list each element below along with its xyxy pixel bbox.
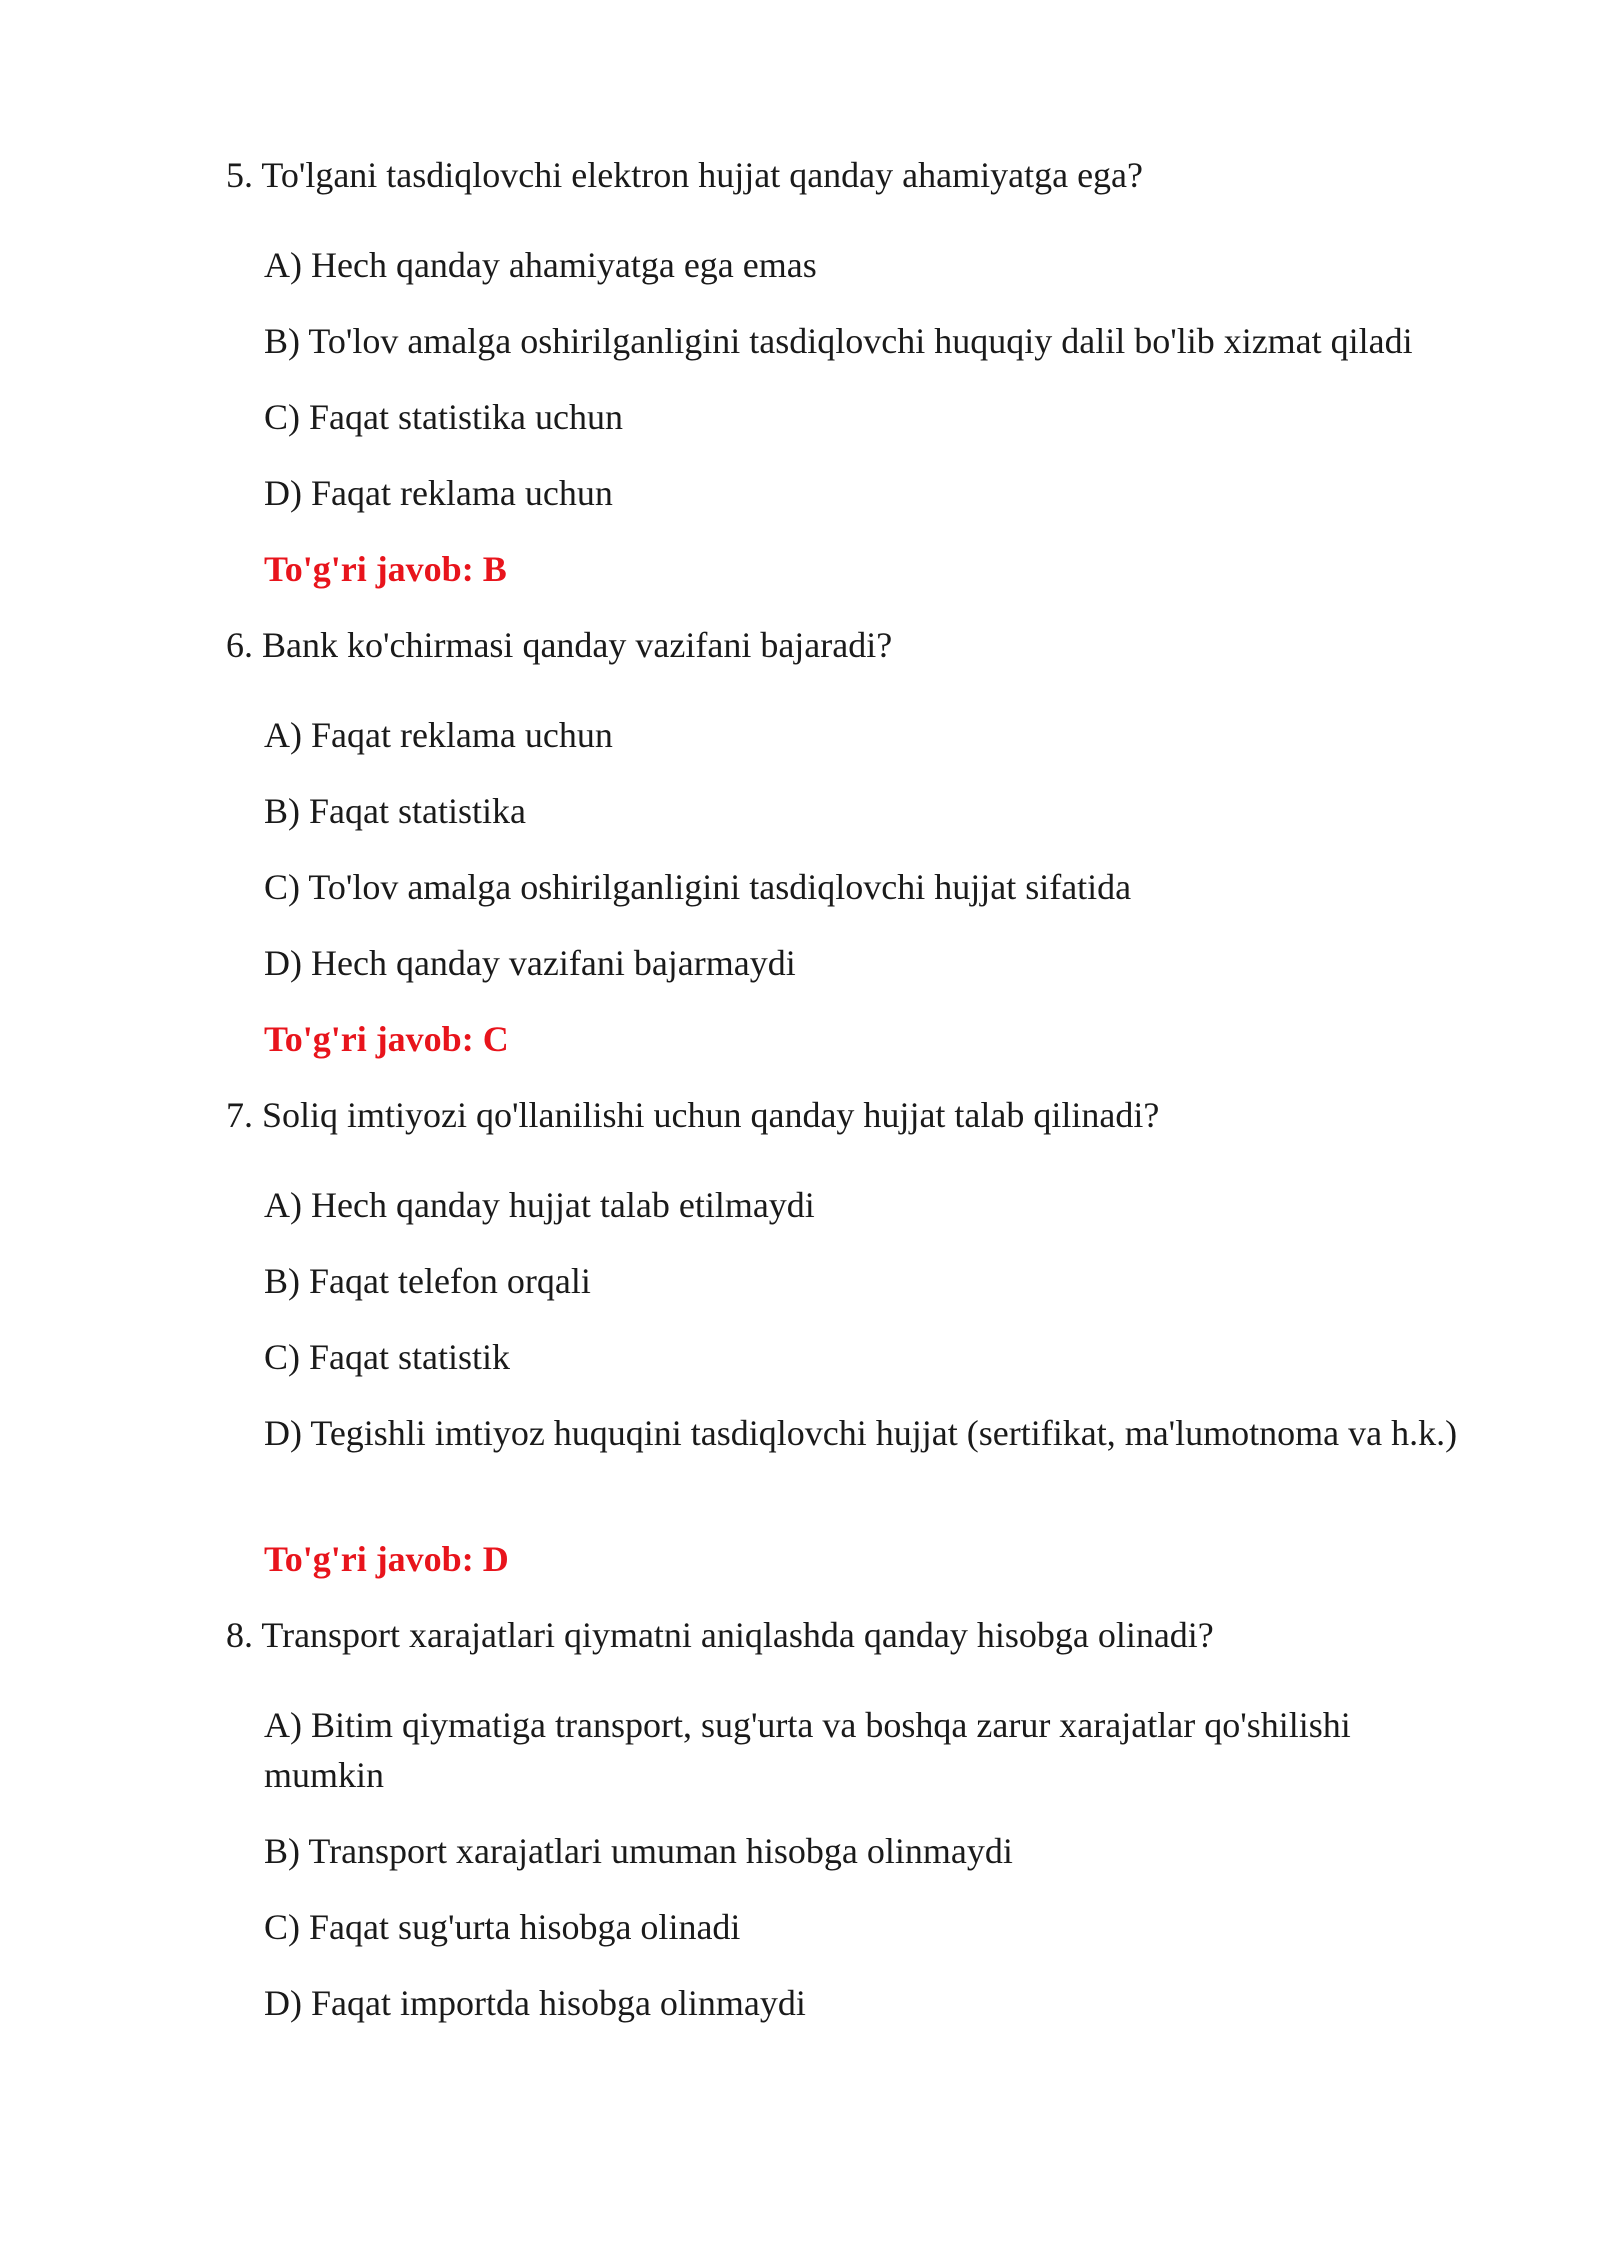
question-5: 5. To'lgani tasdiqlovchi elektron hujjat qanday ahamiyatga ega? (226, 155, 1144, 195)
question-5-option-b: B) To'lov amalga oshirilganligini tasdiqlovchi huquqiy dalil bo'lib xizmat qiladi (264, 321, 1413, 361)
question-7-option-d: D) Tegishli imtiyoz huquqini tasdiqlovchi hujjat (sertifikat, ma'lumotnoma va h.k.) (264, 1413, 1458, 1453)
question-7-option-b: B) Faqat telefon orqali (264, 1261, 591, 1301)
question-6-option-a: A) Faqat reklama uchun (264, 715, 613, 755)
question-6-option-d: D) Hech qanday vazifani bajarmaydi (264, 943, 796, 983)
question-8-option-c: C) Faqat sug'urta hisobga olinadi (264, 1907, 741, 1947)
question-7: 7. Soliq imtiyozi qo'llanilishi uchun qanday hujjat talab qilinadi? (226, 1095, 1160, 1135)
question-8-option-b: B) Transport xarajatlari umuman hisobga olinmaydi (264, 1831, 1013, 1871)
question-7-option-c: C) Faqat statistik (264, 1337, 510, 1377)
question-5-correct-answer: To'g'ri javob: B (264, 549, 507, 589)
question-7-correct-answer: To'g'ri javob: D (264, 1539, 509, 1579)
question-5-option-c: C) Faqat statistika uchun (264, 397, 623, 437)
question-5-option-a: A) Hech qanday ahamiyatga ega emas (264, 245, 817, 285)
question-8-option-d: D) Faqat importda hisobga olinmaydi (264, 1983, 806, 2023)
question-7-option-a: A) Hech qanday hujjat talab etilmaydi (264, 1185, 815, 1225)
question-6-correct-answer: To'g'ri javob: C (264, 1019, 509, 1059)
question-6-option-c: C) To'lov amalga oshirilganligini tasdiqlovchi hujjat sifatida (264, 867, 1132, 907)
question-6-option-b: B) Faqat statistika (264, 791, 526, 831)
question-5-option-d: D) Faqat reklama uchun (264, 473, 613, 513)
question-8: 8. Transport xarajatlari qiymatni aniqlashda qanday hisobga olinadi? (226, 1615, 1214, 1655)
question-6: 6. Bank ko'chirmasi qanday vazifani bajaradi? (226, 625, 893, 665)
question-8-option-a: A) Bitim qiymatiga transport, sug'urta va boshqa zarur xarajatlar qo'shilishi mumkin (264, 1705, 1351, 1795)
